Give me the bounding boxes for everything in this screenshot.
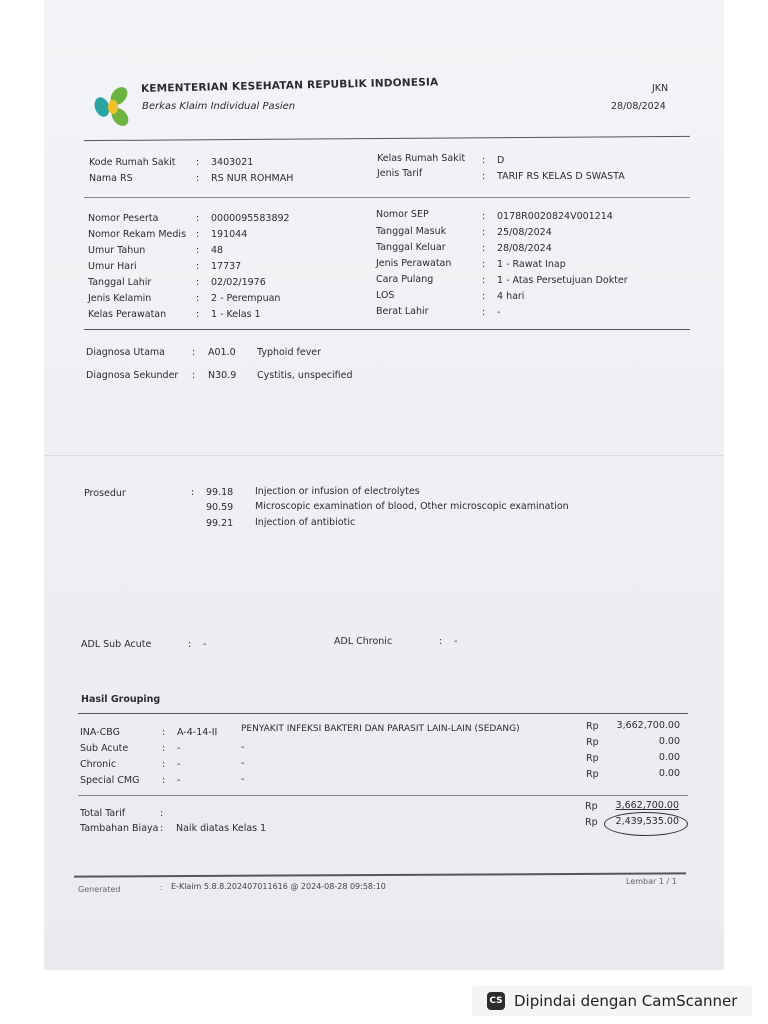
colon: :: [482, 291, 486, 302]
colon: :: [196, 245, 200, 256]
procedure-desc: Injection of antibiotic: [255, 517, 356, 528]
tambahan-biaya-amount: 2,439,535.00: [615, 816, 679, 827]
diagnosa-sekunder-label: Diagnosa Sekunder: [86, 370, 179, 381]
total-tarif-label: Total Tarif: [80, 808, 126, 819]
currency: Rp: [585, 817, 598, 828]
grouping-desc: -: [241, 742, 245, 753]
colon: :: [482, 307, 486, 318]
divider: [78, 795, 688, 796]
field-label: Tanggal Lahir: [88, 277, 152, 288]
field-label: Umur Tahun: [88, 245, 146, 256]
field-label: Berat Lahir: [376, 306, 429, 317]
colon: :: [162, 775, 166, 786]
diagnosa-utama-label: Diagnosa Utama: [86, 347, 166, 358]
camscanner-logo-icon: CS: [487, 992, 505, 1010]
colon: :: [482, 227, 486, 238]
page-indicator: Lembar 1 / 1: [626, 877, 677, 886]
currency: Rp: [586, 769, 599, 780]
colon: :: [160, 823, 164, 834]
kelas-rs-label: Kelas Rumah Sakit: [377, 153, 466, 164]
currency: Rp: [586, 721, 599, 732]
diagnosa-utama-desc: Typhoid fever: [257, 347, 322, 358]
colon: :: [482, 259, 486, 270]
field-label: Jenis Kelamin: [88, 293, 152, 304]
colon: :: [196, 173, 200, 184]
colon: :: [482, 275, 486, 286]
amount: 0.00: [658, 768, 680, 779]
grouping-desc: PENYAKIT INFEKSI BAKTERI DAN PARASIT LAIN-LAIN (SEDANG): [241, 724, 520, 734]
field-label: LOS: [376, 290, 395, 301]
grouping-label: Special CMG: [80, 775, 140, 786]
procedure-desc: Microscopic examination of blood, Other microscopic examination: [255, 501, 569, 512]
program-label: JKN: [652, 83, 669, 94]
field-value: 02/02/1976: [211, 277, 266, 288]
camscanner-watermark: [472, 986, 752, 1016]
colon: :: [192, 347, 196, 358]
document-subtitle: Berkas Klaim Individual Pasien: [142, 101, 296, 112]
field-label: Nomor Rekam Medis: [88, 229, 187, 240]
field-value: 191044: [211, 229, 248, 240]
colon: :: [196, 229, 200, 240]
prosedur-label: Prosedur: [84, 488, 126, 499]
field-value: 25/08/2024: [497, 227, 552, 238]
generated-value: E-Klaim 5.8.8.202407011616 @ 2024-08-28 09:58:10: [171, 882, 386, 891]
colon: :: [482, 155, 486, 166]
ministry-title: KEMENTERIAN KESEHATAN REPUBLIK INDONESIA: [140, 76, 439, 95]
nama-rs-value: RS NUR ROHMAH: [211, 173, 294, 184]
colon: :: [160, 808, 164, 819]
diagnosa-utama-code: A01.0: [208, 347, 236, 358]
grouping-code: -: [177, 743, 181, 754]
diagnosa-sekunder-code: N30.9: [208, 370, 237, 381]
divider: [84, 197, 690, 198]
paper-fold: [44, 455, 724, 456]
colon: :: [196, 293, 200, 304]
grouping-label: INA-CBG: [80, 727, 120, 738]
colon: :: [162, 743, 166, 754]
kode-rs-label: Kode Rumah Sakit: [89, 157, 176, 168]
adl-chronic-value: -: [454, 636, 458, 647]
divider: [78, 713, 688, 714]
adl-sub-acute-value: -: [203, 639, 207, 650]
field-label: Kelas Perawatan: [88, 309, 167, 320]
field-value: 1 - Rawat Inap: [497, 259, 566, 270]
document-date: 28/08/2024: [611, 101, 666, 112]
field-value: 2 - Perempuan: [211, 293, 281, 304]
grouping-label: Sub Acute: [80, 743, 129, 754]
field-label: Nomor Peserta: [88, 213, 159, 224]
field-label: Umur Hari: [88, 261, 137, 272]
colon: :: [439, 636, 443, 647]
colon: :: [196, 261, 200, 272]
colon: :: [196, 213, 200, 224]
field-label: Nomor SEP: [376, 209, 429, 220]
camscanner-text: Dipindai dengan CamScanner: [514, 992, 738, 1010]
field-value: 28/08/2024: [497, 243, 552, 254]
kemenkes-logo-icon: [86, 82, 136, 132]
amount: 0.00: [658, 752, 680, 763]
colon: :: [162, 759, 166, 770]
grouping-code: -: [177, 759, 181, 770]
field-value: 1 - Atas Persetujuan Dokter: [497, 275, 628, 286]
colon: :: [482, 171, 486, 182]
currency: Rp: [586, 737, 599, 748]
field-value: -: [497, 307, 501, 318]
grouping-desc: -: [241, 758, 245, 769]
tambahan-biaya-label: Tambahan Biaya: [80, 823, 159, 834]
jenis-tarif-label: Jenis Tarif: [377, 168, 423, 179]
tambahan-biaya-desc: Naik diatas Kelas 1: [176, 823, 267, 834]
colon: :: [196, 277, 200, 288]
colon: :: [192, 370, 196, 381]
colon: :: [196, 309, 200, 320]
field-label: Tanggal Keluar: [376, 242, 446, 253]
grouping-desc: -: [241, 774, 245, 785]
adl-sub-acute-label: ADL Sub Acute: [81, 639, 152, 650]
currency: Rp: [586, 753, 599, 764]
procedure-code: 99.21: [206, 518, 234, 529]
procedure-code: 90.59: [206, 502, 234, 513]
field-label: Cara Pulang: [376, 274, 434, 285]
field-value: 4 hari: [497, 291, 525, 302]
amount: 3,662,700.00: [616, 720, 680, 731]
field-value: 1 - Kelas 1: [211, 309, 261, 320]
colon: :: [482, 211, 486, 222]
field-value: 0000095583892: [211, 213, 290, 224]
field-value: 48: [211, 245, 224, 256]
grouping-label: Chronic: [80, 759, 117, 770]
colon: :: [191, 487, 195, 498]
colon: :: [188, 639, 192, 650]
grouping-code: -: [177, 775, 181, 786]
colon: :: [162, 727, 166, 738]
kelas-rs-value: D: [497, 155, 505, 166]
procedure-code: 99.18: [206, 487, 234, 498]
handwritten-circle-mark: [604, 812, 688, 836]
kode-rs-value: 3403021: [211, 157, 254, 168]
generated-label: Generated: [78, 885, 121, 894]
amount: 0.00: [658, 736, 680, 747]
colon: :: [196, 157, 200, 168]
jenis-tarif-value: TARIF RS KELAS D SWASTA: [497, 171, 625, 182]
field-value: 17737: [211, 261, 242, 272]
diagnosa-sekunder-desc: Cystitis, unspecified: [257, 370, 353, 381]
procedure-desc: Injection or infusion of electrolytes: [255, 486, 420, 497]
grouping-title: Hasil Grouping: [81, 694, 161, 705]
field-label: Tanggal Masuk: [376, 226, 447, 237]
field-value: 0178R0020824V001214: [497, 211, 613, 222]
grouping-code: A-4-14-II: [177, 727, 218, 738]
nama-rs-label: Nama RS: [89, 173, 133, 184]
total-tarif-amount: 3,662,700.00: [615, 800, 679, 811]
field-label: Jenis Perawatan: [376, 258, 452, 269]
colon: :: [482, 243, 486, 254]
currency: Rp: [585, 801, 598, 812]
divider: [84, 329, 690, 330]
adl-chronic-label: ADL Chronic: [334, 636, 393, 647]
colon: :: [160, 883, 163, 892]
